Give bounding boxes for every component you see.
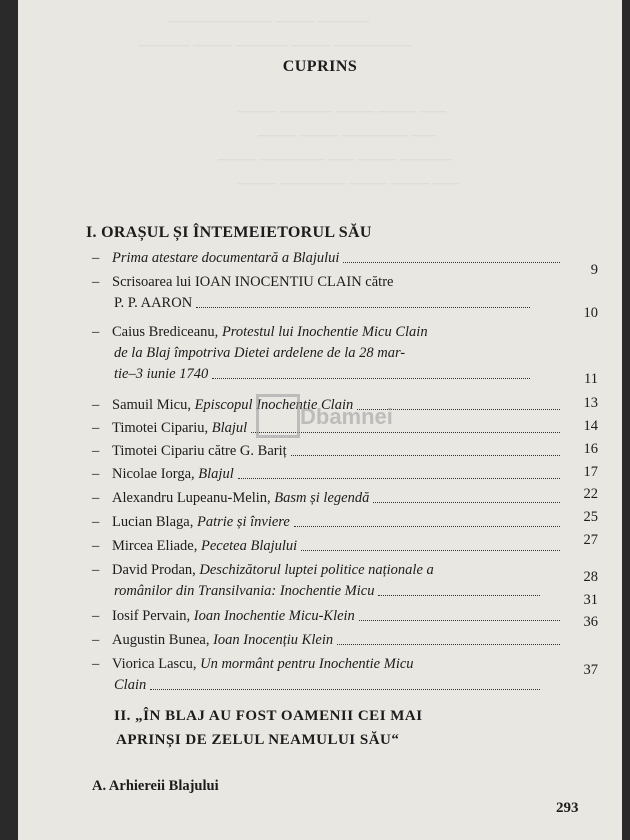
- entry-page: 13: [583, 395, 598, 411]
- entry-work: Blajul: [198, 466, 234, 482]
- entry-page: 11: [584, 371, 598, 387]
- entry-work: Un mormânt pentru Inochentie Micu: [200, 656, 414, 672]
- watermark-box-icon: [256, 394, 300, 438]
- entry-author: Nicolae Iorga,: [112, 466, 195, 482]
- watermark-logo: [256, 386, 396, 446]
- entry-page: 16: [583, 441, 598, 457]
- entry-author: Caius Brediceanu,: [112, 324, 219, 340]
- book-page: ———————— ——— ———— ———— ——— ———— ——— —————— ——— ———— ——— ——— —— ——— ——— ————— —— ——— ————— —— ——— ———— ——— ————— ——— ——— —— CUPRINS I. ORAȘUL ȘI ÎNTEMEIETORUL SĂU – Prima atestare documentară a Blajului 9 – Scrisoarea lui IOAN INOCENTIU CLAIN către P. P. AARON 10 – Caius Brediceanu, Protestul lui Inochentie Micu Clain de la Blaj împotriva Dietei ardelene de la 28 mar- tie–3 iunie 1740 11 – Samuil Micu, Episcopul Inochentie Clain 13 – Timotei Cipariu, Blajul 14 – Timotei Cipariu către G. Bariț 16 – Nicolae Iorga, Blajul 17 – Alexandru Lupeanu-Melin, Basm și legendă 22 – Lucian Blaga, Patrie și înviere 25 – Mircea Eliade, Pecetea Blajului 27 – David Prodan, Deschizătorul luptei politice naționale a românilor din Transilvania: Inochentie Micu 28 – Iosif Pervain, Ioan Inochentie Micu-Klein 31 – Augustin Bunea, Ioan Inocențiu Klein 36 – Viorica Lascu, Un mormânt pentru Inochentie Micu Clain 37 II. „ÎN BLAJ AU FOST OAMENII CEI MAI APRINȘI DE ZELUL NEAMULUI SĂU“ A. Arhiereii Blajului 293 Dbamnei: [18, 0, 622, 840]
- entry-line2: P. P. AARON: [114, 295, 193, 311]
- entry-work: Prima atestare documentară a Blajului: [112, 250, 340, 266]
- entry-author: Samuil Micu,: [112, 397, 191, 413]
- entry-author: Scrisoarea lui IOAN INOCENTIU CLAIN către: [112, 274, 394, 290]
- entry-work: Ioan Inocențiu Klein: [213, 632, 334, 648]
- entry-author: Lucian Blaga,: [112, 514, 194, 530]
- section-heading-2-line1: II. „ÎN BLAJ AU FOST OAMENII CEI MAI: [114, 708, 423, 724]
- entry-line2: românilor din Transilvania: Inochentie Micu: [114, 583, 375, 599]
- section-heading-2: [114, 704, 423, 752]
- entry-page: 28: [583, 569, 598, 585]
- section-heading-1: I. ORAȘUL ȘI ÎNTEMEIETORUL SĂU: [86, 224, 372, 241]
- entry-author: Viorica Lascu,: [112, 656, 197, 672]
- entry-work: Blajul: [211, 420, 248, 436]
- entry-author: Iosif Pervain,: [112, 608, 191, 624]
- entry-work: Episcopul Inochentie Clain: [194, 397, 354, 413]
- entry-page: 9: [590, 262, 598, 278]
- entry-work: Deschizătorul luptei politice naționale a: [199, 562, 434, 578]
- entry-page: 10: [583, 305, 598, 321]
- entry-work: Ioan Inochentie Micu-Klein: [193, 608, 355, 624]
- entry-page: 27: [583, 532, 598, 548]
- entry-author: Timotei Cipariu către G. Bariț: [112, 443, 287, 459]
- entry-work: Patrie și înviere: [196, 514, 290, 530]
- page-number: 293: [556, 800, 579, 816]
- watermark-text: Dbamnei: [300, 404, 393, 429]
- entry-line2: Clain: [114, 677, 147, 693]
- page-title: CUPRINS: [282, 58, 358, 75]
- subsection-heading: A. Arhiereii Blajului: [92, 778, 219, 794]
- entry-page: 36: [583, 614, 598, 630]
- entry-author: Mircea Eliade,: [112, 538, 198, 554]
- entry-page: 17: [583, 464, 598, 480]
- entry-line2: de la Blaj împotriva Dietei ardelene de la 28 mar-: [114, 345, 406, 361]
- bleed-through-text: ———————— ——— ———— ———— ——— ———— ——— —————— ——— ———— ——— ——— —— ——— ——— ————— —— ——— ————— —— ——— ———— ——— ————— ——— ——— ——: [138, 13, 459, 190]
- entry-page: 37: [583, 662, 598, 678]
- entry-page: 22: [583, 486, 598, 502]
- section-heading-2-line2: APRINȘI DE ZELUL NEAMULUI SĂU“: [116, 732, 400, 748]
- entry-work: Protestul lui Inochentie Micu Clain: [221, 324, 428, 340]
- entry-page: 25: [583, 509, 598, 525]
- entry-author: Alexandru Lupeanu-Melin,: [112, 490, 271, 506]
- entry-work: Basm și legendă: [274, 490, 370, 506]
- entry-work: Pecetea Blajului: [200, 538, 298, 554]
- entry-page: 14: [583, 418, 598, 434]
- entry-author: Timotei Cipariu,: [112, 420, 209, 436]
- entry-line3: tie–3 iunie 1740: [114, 366, 209, 382]
- entry-page: 31: [583, 592, 598, 608]
- entry-author: David Prodan,: [112, 562, 196, 578]
- entry-author: Augustin Bunea,: [112, 632, 210, 648]
